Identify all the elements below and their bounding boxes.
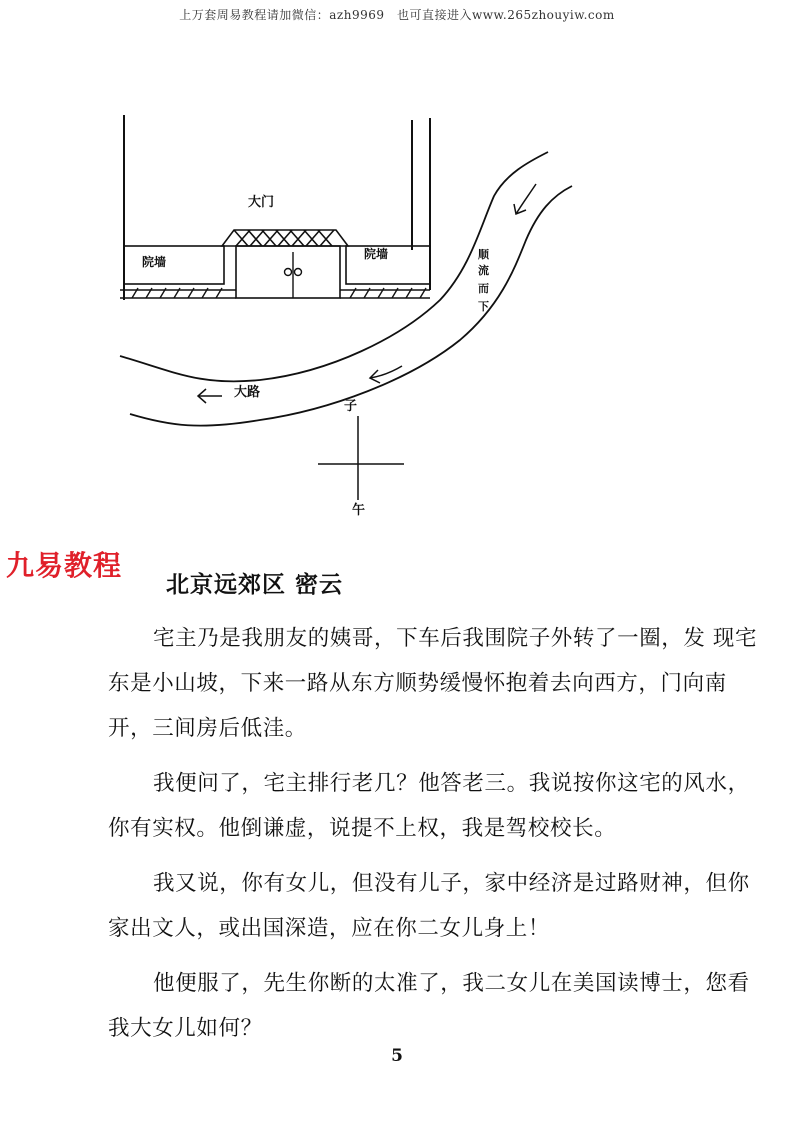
road-lower-edge [130,186,572,426]
gate-label: 大门 [248,195,275,210]
compass-top-label: 子 [344,399,358,414]
wall-right-label: 院墙 [364,247,389,261]
slope-label-4: 下 [478,300,489,313]
paragraph-1: 宅主乃是我朋友的姨哥，下车后我围院子外转了一圈，发 现宅东是小山坡，下来一路从东方顺势缓慢怀抱着去向西方，门向南开，三间房后低洼。 [108,626,758,741]
promo-header: 上万套周易教程请加微信：azh9969 也可直接进入www.265zhouyiw.com [179,8,615,22]
flow-arrow-icon-upper [514,184,536,214]
house-sketch-diagram [0,0,794,540]
slope-label-3: 而 [478,282,489,295]
courtyard-wall-left [124,246,224,284]
wall-base-hatch [120,288,430,298]
compass-bottom-label: 午 [352,503,366,518]
wall-left-label: 院墙 [142,255,167,269]
left-arrow-icon [198,389,222,403]
paragraph-4: 他便服了，先生你断的太准了，我二女儿在美国读博士，您看我大女儿如何？ [108,971,750,1041]
slope-label-2: 流 [478,264,489,277]
flow-arrow-icon-middle [370,366,402,383]
article-body [108,616,758,1061]
door-knocker-right [295,269,302,276]
slope-label-1: 顺 [478,248,489,261]
paragraph-2: 我便问了，宅主排行老几？他答老三。我说按你这宅的风水，你有实权。他倒谦虚，说提不上权，我是驾校校长。 [108,771,750,841]
paragraph-3: 我又说，你有女儿，但没有儿子，家中经济是过路财神，但你家出文人，或出国深造，应在你二女儿身上！ [108,871,750,941]
gate-roof [222,230,348,246]
road-label: 大路 [234,385,261,400]
door-knocker-left [285,269,292,276]
article-title: 北京远郊区 密云 [166,572,344,598]
page-number: 5 [391,1046,403,1066]
brand-watermark: 九易教程 [6,549,123,582]
gate-body [236,246,340,298]
